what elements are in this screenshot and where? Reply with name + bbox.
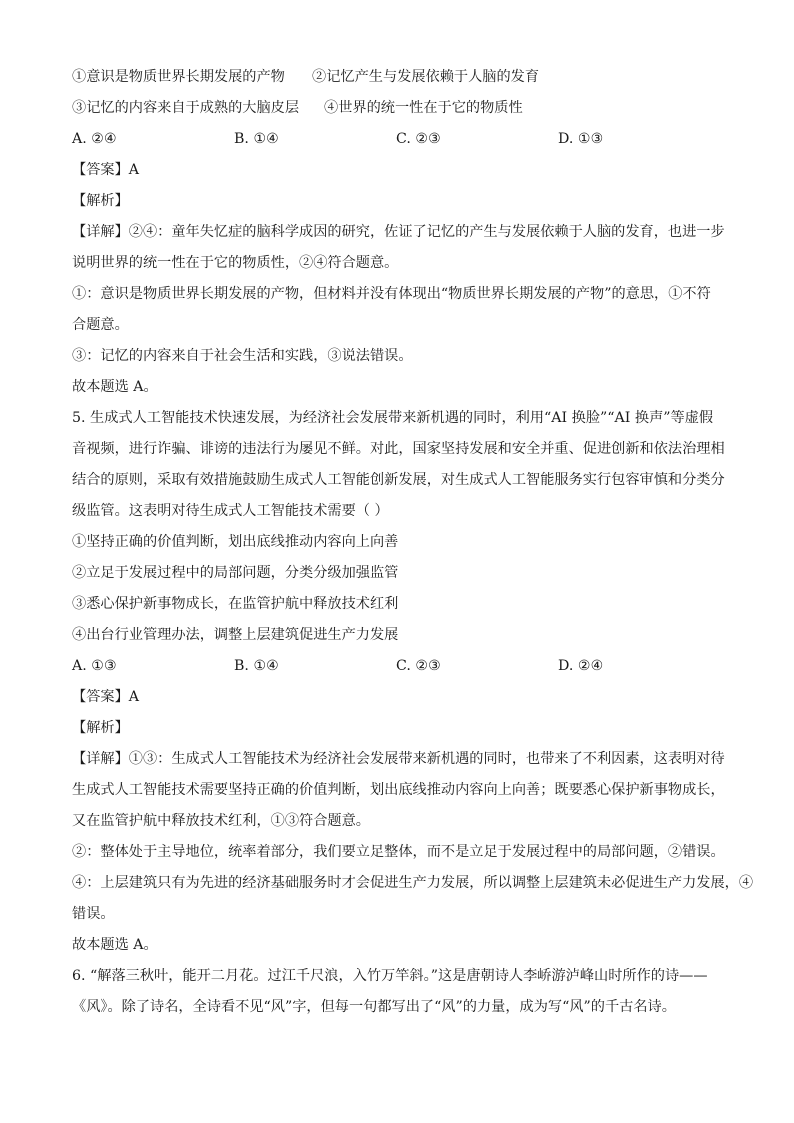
q6-stem-line-1: 6. “解落三秋叶，能开二月花。过江千尺浪，入竹万竿斜。”这是唐朝诗人李峤游泸峰山时所作的诗—— — [72, 968, 708, 984]
q5-option-b: B. ①④ — [234, 658, 279, 674]
q4-conclusion: 故本题选 A。 — [72, 379, 158, 395]
q4-option-c: C. ②③ — [396, 131, 441, 147]
q4-statement-3: ③记忆的内容来自于成熟的大脑皮层 — [72, 100, 300, 116]
q5-note-1: ②：整体处于主导地位，统率着部分，我们要立足整体，而不是立足于发展过程中的局部问题，②错误。 — [72, 844, 725, 860]
q4-option-b: B. ①④ — [234, 131, 279, 147]
q5-statement-2: ②立足于发展过程中的局部问题，分类分级加强监管 — [72, 565, 399, 581]
q4-detail-line-2: 说明世界的统一性在于它的物质性，②④符合题意。 — [72, 255, 399, 271]
q5-detail-line-2: 生成式人工智能技术需要坚持正确的价值判断，划出底线推动内容向上向善；既要悉心保护新事物成长， — [72, 782, 725, 798]
q4-note-1-line-2: 合题意。 — [72, 317, 129, 333]
q4-statements-row-1 — [72, 62, 752, 93]
q4-statement-4: ④世界的统一性在于它的物质性 — [324, 100, 523, 116]
q5-stem-line-2: 音视频，进行诈骗、诽谤的违法行为屡见不鲜。对此，国家坚持发展和安全并重、促进创新和依法治理相 — [72, 441, 725, 457]
q5-detail-tag: 【详解】 — [72, 751, 129, 767]
q4-option-a: A. ②④ — [72, 131, 117, 147]
q5-statement-3: ③悉心保护新事物成长，在监管护航中释放技术红利 — [72, 596, 399, 612]
q4-answer-value: A — [128, 162, 140, 178]
q5-stem-line-1: 5. 生成式人工智能技术快速发展，为经济社会发展带来新机遇的同时，利用“AI 换脸”“AI 换声”等虚假 — [72, 410, 714, 426]
q5-answer-value: A — [128, 689, 140, 705]
q5-options — [72, 651, 752, 682]
q5-stem-line-3: 结合的原则，采取有效措施鼓励生成式人工智能创新发展，对生成式人工智能服务实行包容审慎和分类分 — [72, 472, 725, 488]
document-page — [72, 62, 752, 1023]
q4-note-2: ③：记忆的内容来自于社会生活和实践，③说法错误。 — [72, 348, 413, 364]
q4-detail-text-1: ②④：童年失忆症的脑科学成因的研究，佐证了记忆的产生与发展依赖于人脑的发育，也进一步 — [128, 224, 725, 240]
q5-note-2-line-1: ④：上层建筑只有为先进的经济基础服务时才会促进生产力发展，所以调整上层建筑未必促进生产力发展，④ — [72, 875, 754, 891]
q5-statement-4: ④出台行业管理办法，调整上层建筑促进生产力发展 — [72, 627, 399, 643]
q4-analysis-tag: 【解析】 — [72, 193, 129, 209]
q4-statement-2: ②记忆产生与发展依赖于人脑的发育 — [312, 69, 540, 85]
q5-stem-line-4: 级监管。这表明对待生成式人工智能技术需要（ ） — [72, 503, 389, 519]
q5-detail-line-1 — [72, 744, 752, 775]
q5-note-2-line-2: 错误。 — [72, 906, 115, 922]
q5-statement-1: ①坚持正确的价值判断，划出底线推动内容向上向善 — [72, 534, 399, 550]
q5-answer — [72, 682, 752, 713]
q4-options — [72, 124, 752, 155]
q4-answer — [72, 155, 752, 186]
q5-answer-tag: 【答案】 — [72, 689, 129, 705]
q4-statement-1: ①意识是物质世界长期发展的产物 — [72, 69, 285, 85]
q5-detail-text-1: ①③：生成式人工智能技术为经济社会发展带来新机遇的同时，也带来了不利因素，这表明对待 — [128, 751, 725, 767]
q5-analysis-tag: 【解析】 — [72, 720, 129, 736]
q5-conclusion: 故本题选 A。 — [72, 937, 158, 953]
q5-detail-line-3: 又在监管护航中释放技术红利，①③符合题意。 — [72, 813, 370, 829]
q4-answer-tag: 【答案】 — [72, 162, 129, 178]
q4-option-d: D. ①③ — [558, 131, 604, 147]
q6-stem-line-2: 《风》。除了诗名，全诗看不见“风”字，但每一句都写出了“风”的力量，成为写“风”的千古名诗。 — [72, 999, 676, 1015]
q5-option-d: D. ②④ — [558, 658, 604, 674]
q4-detail-line-1 — [72, 217, 752, 248]
q4-detail-tag: 【详解】 — [72, 224, 129, 240]
q5-option-a: A. ①③ — [72, 658, 117, 674]
q4-note-1-line-1: ①：意识是物质世界长期发展的产物，但材料并没有体现出“物质世界长期发展的产物”的意思，①不符 — [72, 286, 711, 302]
q5-option-c: C. ②③ — [396, 658, 441, 674]
q4-statements-row-2 — [72, 93, 752, 124]
